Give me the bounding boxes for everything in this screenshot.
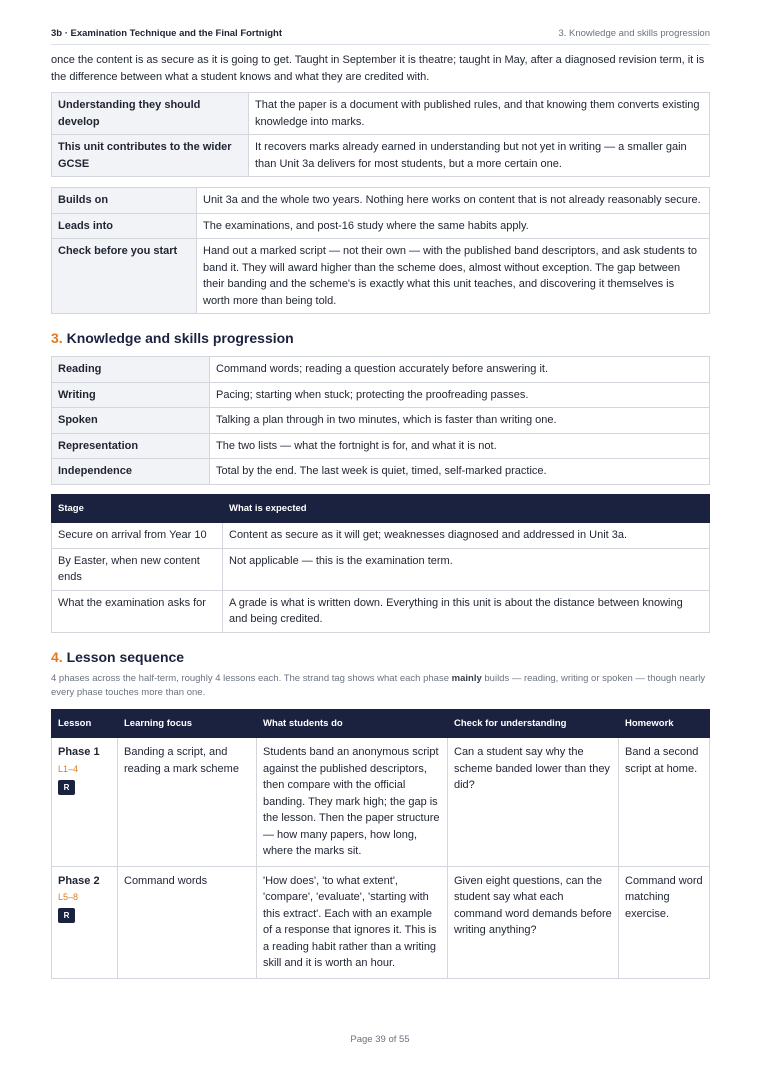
table-row	[52, 357, 710, 383]
strand-value: The two lists — what the fortnight is for, and what it is not.	[210, 433, 710, 459]
expected-cell: Not applicable — this is the examination term.	[223, 548, 710, 590]
lesson-sequence-table	[51, 709, 710, 979]
strand-tag: R	[58, 908, 75, 923]
table-row	[52, 188, 710, 214]
row-value: Unit 3a and the whole two years. Nothing here works on content that is not already reasonably secure.	[197, 188, 710, 214]
strand-value: Pacing; starting when stuck; protecting the proofreading passes.	[210, 382, 710, 408]
strand-label: Spoken	[52, 408, 210, 434]
table-header-row	[52, 709, 710, 738]
table-row	[52, 738, 710, 867]
running-header	[51, 26, 710, 45]
unit-summary-table	[51, 92, 710, 177]
strand-label: Representation	[52, 433, 210, 459]
table-row	[52, 408, 710, 434]
row-label: Understanding they should develop	[52, 93, 249, 135]
strand-tag: R	[58, 780, 75, 795]
table-row	[52, 590, 710, 632]
strand-label: Writing	[52, 382, 210, 408]
table-row	[52, 433, 710, 459]
focus-cell: Command words	[118, 866, 257, 978]
stage-cell: Secure on arrival from Year 10	[52, 523, 223, 549]
phase-lesson-range: L1–4	[58, 763, 79, 774]
table-row	[52, 866, 710, 978]
check-cell: Given eight questions, can the student say what each command word demands before writing anything?	[448, 866, 619, 978]
page-number: Page 39 of 55	[350, 1034, 410, 1045]
intro-emphasis: mainly	[451, 672, 482, 684]
stages-table	[51, 494, 710, 633]
table-row	[52, 523, 710, 549]
expected-cell: A grade is what is written down. Everything in this unit is about the distance between knowing and being credited.	[223, 590, 710, 632]
stage-cell: By Easter, when new content ends	[52, 548, 223, 590]
activity-cell: Students band an anonymous script against the published descriptors, then compare with the official banding. They mark high; the gap is the lesson. Then the paper structure — how many papers, how long, where the marks sit.	[257, 738, 448, 867]
row-label: Leads into	[52, 213, 197, 239]
table-row	[52, 213, 710, 239]
focus-cell: Banding a script, and reading a mark scheme	[118, 738, 257, 867]
column-header: Homework	[619, 709, 710, 738]
intro-paragraph: once the content is as secure as it is going to get. Taught in September it is theatre; taught in May, after a diagnosed revision term, it is the difference between what a student knows and what they are credited with.	[51, 54, 705, 83]
table-row	[52, 548, 710, 590]
phase-lesson-range: L5–8	[58, 892, 79, 902]
strand-value: Total by the end. The last week is quiet, timed, self-marked practice.	[210, 459, 710, 485]
column-header: Learning focus	[118, 709, 257, 738]
row-label: This unit contributes to the wider GCSE	[52, 135, 249, 177]
unit-links-table	[51, 187, 710, 314]
section-number: 4.	[51, 648, 63, 665]
strand-value: Command words; reading a question accurately before answering it.	[210, 357, 710, 383]
column-header: Check for understanding	[448, 709, 619, 738]
skills-strand-table	[51, 356, 710, 485]
strand-label: Reading	[52, 357, 210, 383]
section-number: 3.	[51, 330, 63, 346]
section-heading-lesson-sequence	[51, 648, 710, 666]
section-heading-knowledge-skills	[51, 329, 710, 347]
row-value: It recovers marks already earned in understanding but not yet in writing — a smaller gain than Unit 3a delivers for most students, but a more certain one.	[249, 135, 710, 177]
header-unit-title: 3b · Examination Technique and the Final Fortnight	[51, 28, 282, 39]
activity-cell: 'How does', 'to what extent', 'compare', 'evaluate', 'starting with this extract'. Each with an example of a response that ignores it. This is a reading habit rather than a writing skill and it is worth an hour.	[257, 866, 448, 978]
table-row	[52, 93, 710, 135]
phase-name: Phase 1	[58, 746, 100, 758]
column-header: Stage	[52, 494, 223, 523]
table-row	[52, 135, 710, 177]
document-page	[51, 26, 710, 979]
intro-text: 4 phases across the half-term, roughly 4 lessons each. The strand tag shows what each phase	[51, 672, 452, 684]
table-row	[52, 239, 710, 314]
strand-label: Independence	[52, 459, 210, 485]
column-header: What is expected	[223, 494, 710, 523]
column-header: Lesson	[52, 709, 118, 738]
row-value: Hand out a marked script — not their own — with the published band descriptors, and ask students to band it. They will award higher than the scheme does, almost without exception. The gap between their banding and the scheme's is exactly what this unit teaches, and discovering it themselves is worth more than being told.	[197, 239, 710, 314]
row-label: Check before you start	[52, 239, 197, 314]
intro-text: builds — reading, writing or spoken — though nearly every phase touches more than one.	[51, 672, 706, 698]
row-value: That the paper is a document with published rules, and that knowing them converts existing knowledge into marks.	[249, 93, 710, 135]
header-section-title: 3. Knowledge and skills progression	[558, 28, 710, 39]
stage-cell: What the examination asks for	[52, 590, 223, 632]
table-header-row	[52, 494, 710, 523]
expected-cell: Content as secure as it will get; weaknesses diagnosed and addressed in Unit 3a.	[223, 523, 710, 549]
lesson-cell	[52, 866, 118, 978]
homework-cell: Command word matching exercise.	[619, 866, 710, 978]
check-cell: Can a student say why the scheme banded lower than they did?	[448, 738, 619, 867]
phase-name: Phase 2	[58, 874, 100, 887]
lesson-cell	[52, 738, 118, 867]
table-row	[52, 459, 710, 485]
column-header: What students do	[257, 709, 448, 738]
section-title: Knowledge and skills progression	[66, 330, 294, 346]
table-row	[52, 382, 710, 408]
strand-value: Talking a plan through in two minutes, which is faster than writing one.	[210, 408, 710, 434]
section-title: Lesson sequence	[66, 648, 185, 665]
homework-cell: Band a second script at home.	[619, 738, 710, 867]
row-value: The examinations, and post-16 study where the same habits apply.	[197, 213, 710, 239]
lesson-sequence-intro	[51, 672, 710, 700]
row-label: Builds on	[52, 188, 197, 214]
